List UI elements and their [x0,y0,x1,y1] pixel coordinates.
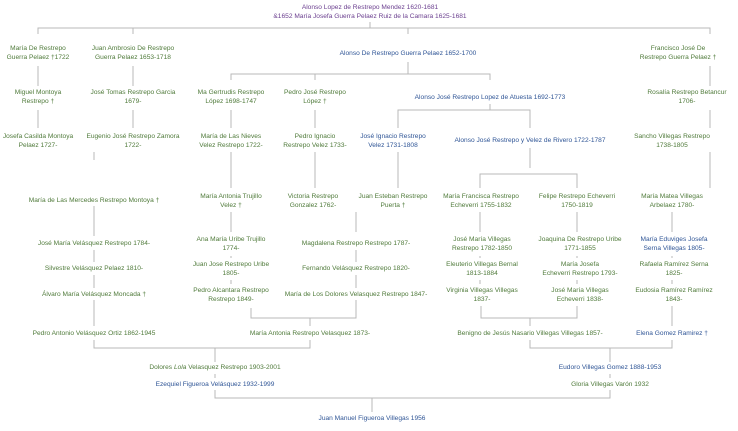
person-node[interactable]: Ma Gertrudis Restrepo López 1698-1747 [197,89,265,105]
person-node[interactable]: Pedro Antonio Velásquez Ortiz 1862-1945 [32,330,156,337]
person-node[interactable]: Juan Ambrosio De Restrepo Guerra Pelaez 1653-1718 [91,45,175,61]
person-node[interactable]: María de Las Nieves Velez Restrepo 1722- [199,133,263,149]
person-node[interactable]: Virginia Villegas Villegas 1837- [446,287,518,303]
person-nickname: Lola [173,364,187,371]
person-node[interactable]: María Antonia Restrepo Velasquez 1873- [249,330,371,337]
root-person[interactable]: Alonso Lopez de Restrepo Mendez 1620-1681 [301,4,439,11]
person-node[interactable]: María Josefa Echeverri Restrepo 1793- [542,261,618,277]
person-node[interactable]: Ana María Uribe Trujillo 1774- [196,236,266,252]
person-node[interactable]: María de Las Mercedes Restrepo Montoya † [28,197,160,204]
person-node[interactable]: Alonso De Restrepo Guerra Pelaez 1652-1700 [339,50,477,57]
person-node[interactable]: Alonso José Restrepo Lopez de Atuesta 1692-1773 [414,94,566,101]
person-node[interactable]: Gloria Villegas Varón 1932 [571,381,649,388]
person-node[interactable]: Pedro Ignacio Restrepo Velez 1733- [283,133,347,149]
person-node[interactable]: Eugenio José Restrepo Zamora 1722- [86,133,180,149]
person-node[interactable]: Eudoro Villegas Gomez 1888-1953 [558,364,662,371]
person-node[interactable]: José María Villegas Echeverri 1838- [551,287,609,303]
person-node[interactable]: Francisco José De Restrepo Guerra Pelaez † [639,45,717,61]
person-node[interactable]: María Eduviges Josefa Serna Villegas 1805- [640,236,708,252]
person-node[interactable]: Magdalena Restrepo Restrepo 1787- [301,240,411,247]
person-node[interactable]: José María Velásquez Restrepo 1784- [37,240,151,247]
person-node[interactable]: Eudosia Ramírez Ramírez 1843- [635,287,713,303]
person-node[interactable]: Rosalía Restrepo Betancur 1706- [647,89,727,105]
person-node[interactable]: Benigno de Jesús Nasario Villegas Villegas 1857- [457,330,603,337]
person-node[interactable]: Victoria Restrepo Gonzalez 1762- [287,193,339,209]
person-node[interactable]: Miguel Montoya Restrepo † [14,89,62,105]
person-node[interactable]: Alonso José Restrepo y Velez de Rivero 1722-1787 [454,137,606,144]
person-node[interactable]: Joaquina De Restrepo Uribe 1771-1855 [538,236,622,252]
person-node[interactable]: Álvaro María Velásquez Moncada † [41,291,147,298]
person-name-part: Dolores [149,364,174,371]
person-node[interactable]: Juan Manuel Figueroa Villegas 1956 [318,415,426,422]
person-node[interactable] [149,364,280,373]
person-node[interactable]: Elena Gomez Ramirez † [636,330,708,337]
person-node[interactable]: José Ignacio Restrepo Velez 1731-1808 [360,133,426,149]
person-node[interactable]: Rafaela Ramírez Serna 1825- [639,261,709,277]
person-node[interactable]: José María Villegas Restrepo 1782-1850 [451,236,513,252]
person-node[interactable]: Pedro José Restrepo López † [284,89,346,105]
person-node[interactable]: Josefa Casilda Montoya Pelaez 1727- [2,133,74,149]
person-node[interactable]: Juan Jose Restrepo Uribe 1805- [192,261,270,277]
person-node[interactable]: María Francisca Restrepo Echeverri 1755-1832 [443,193,519,209]
person-node[interactable]: José Tomas Restrepo Garcia 1679- [90,89,176,105]
person-node[interactable]: Fernando Velásquez Restrepo 1820- [302,265,410,272]
person-node[interactable]: Sancho Villegas Restrepo 1738-1805 [634,133,710,149]
person-node[interactable]: Felipe Restrepo Echeverri 1750-1819 [538,193,616,209]
root-spouse[interactable]: &1652 María Josefa Guerra Pelaez Ruiz de la Camara 1625-1681 [273,13,467,20]
person-name-part: Velasquez Restrepo 1903-2001 [186,364,281,371]
person-node[interactable]: María De Restrepo Guerra Pelaez †1722 [6,45,70,61]
person-node[interactable]: Eleuterio Villegas Bernal 1813-1884 [446,261,518,277]
person-node[interactable]: María Matea Villegas Arbelaez 1780- [641,193,703,209]
person-node[interactable]: Silvestre Velásquez Pelaez 1810- [44,265,144,272]
person-node[interactable]: María Antonia Trujillo Velez † [200,193,262,209]
person-node[interactable]: Pedro Alcantara Restrepo Restrepo 1849- [193,287,269,303]
person-node[interactable]: Juan Esteban Restrepo Puerta † [358,193,428,209]
person-node[interactable]: Ezequiel Figueroa Velásquez 1932-1999 [155,381,275,388]
person-node[interactable]: María de Los Dolores Velasquez Restrepo 1847- [284,291,428,298]
